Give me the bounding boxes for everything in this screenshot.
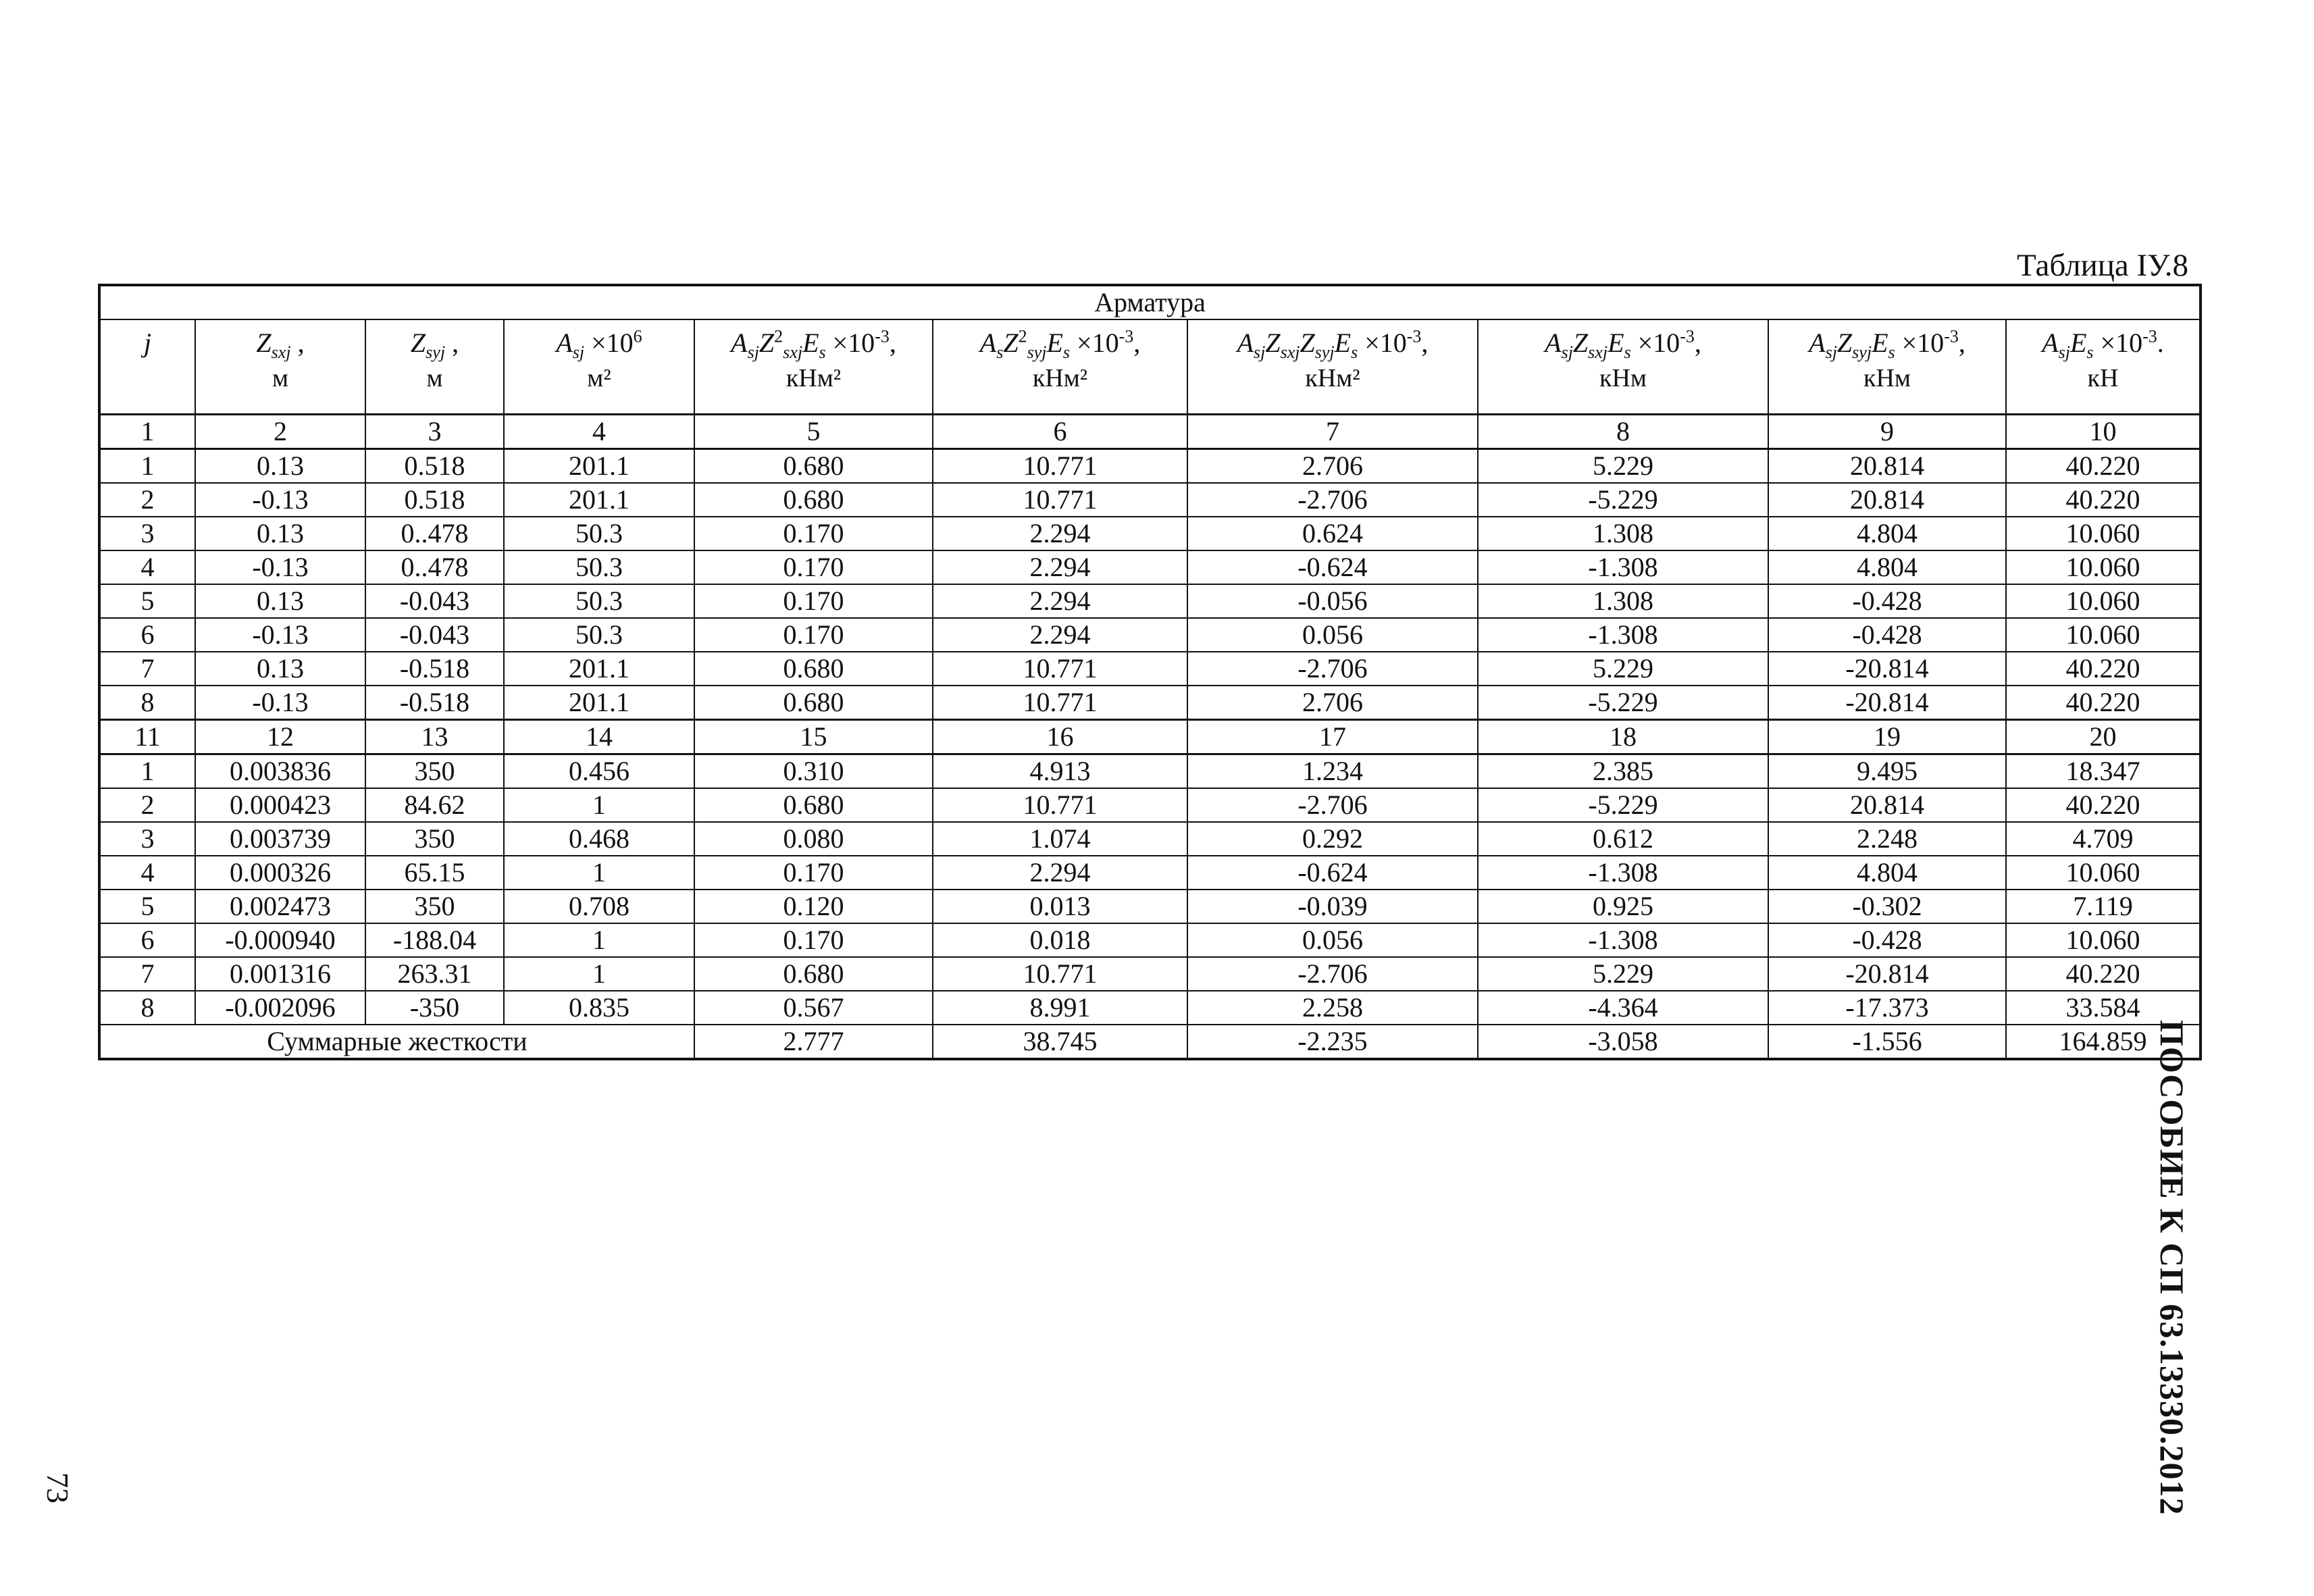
table-cell: 263.31 xyxy=(365,957,504,991)
table-cell: -0.428 xyxy=(1768,618,2006,652)
table-cell: -5.229 xyxy=(1478,686,1768,720)
table-cell: 4.709 xyxy=(2006,822,2201,856)
table-cell: 0.567 xyxy=(694,991,933,1025)
header-col9: $A_{sj}Z_{syj}E_s \times 10^{-3}$, кНм xyxy=(1768,319,2006,415)
table-cell: -2.706 xyxy=(1187,957,1478,991)
table-cell: 7 xyxy=(1187,415,1478,449)
header-col10: $A_{sj}E_s \times 10^{-3}$. кН xyxy=(2006,319,2201,415)
table-cell: -350 xyxy=(365,991,504,1025)
table-cell: 5 xyxy=(694,415,933,449)
table-cell: 1.308 xyxy=(1478,584,1768,618)
table-cell: -0.043 xyxy=(365,584,504,618)
table-row xyxy=(99,584,2201,618)
table-cell: 1 xyxy=(504,957,694,991)
table-cell: 6 xyxy=(933,415,1187,449)
group-header: Арматура xyxy=(99,285,2201,319)
table-cell: -1.308 xyxy=(1478,550,1768,584)
table-cell: 10.771 xyxy=(933,788,1187,822)
table-cell: 2.385 xyxy=(1478,754,1768,789)
table-cell: 4.804 xyxy=(1768,856,2006,890)
table-cell: 0.056 xyxy=(1187,618,1478,652)
table-cell: 6 xyxy=(99,618,195,652)
table-row xyxy=(99,517,2201,550)
table-cell: 4 xyxy=(99,856,195,890)
table-cell: 350 xyxy=(365,754,504,789)
table-cell: 7 xyxy=(99,957,195,991)
table-cell: -0.002096 xyxy=(195,991,365,1025)
table-cell: 5 xyxy=(99,584,195,618)
table-caption: Таблица IУ.8 xyxy=(2016,248,2188,283)
table-row xyxy=(99,890,2201,923)
table-cell: -1.308 xyxy=(1478,618,1768,652)
table-cell: 40.220 xyxy=(2006,652,2201,686)
table-row xyxy=(99,483,2201,517)
table-cell: 16 xyxy=(933,720,1187,754)
table-cell: 1.234 xyxy=(1187,754,1478,789)
table-cell: 0..478 xyxy=(365,550,504,584)
table-cell: 1 xyxy=(99,415,195,449)
table-row xyxy=(99,822,2201,856)
table-cell: 1 xyxy=(99,754,195,789)
header-col7: $A_{sj}Z_{sxj}Z_{syj}E_s \times 10^{-3}$, кНм² xyxy=(1187,319,1478,415)
table-cell: 50.3 xyxy=(504,517,694,550)
table-cell: 1 xyxy=(99,449,195,484)
table-cell: 2.706 xyxy=(1187,449,1478,484)
table-cell: 0.708 xyxy=(504,890,694,923)
table-row xyxy=(99,449,2201,484)
table-cell: -0.428 xyxy=(1768,923,2006,957)
table-cell: 4 xyxy=(99,550,195,584)
table-cell: -20.814 xyxy=(1768,957,2006,991)
table-cell: 5.229 xyxy=(1478,449,1768,484)
total-row xyxy=(99,1025,2201,1059)
document-title: ПОСОБИЕ К СП 63.13330.2012 xyxy=(2153,1020,2191,1516)
table-cell: 0..478 xyxy=(365,517,504,550)
table-cell: 50.3 xyxy=(504,618,694,652)
total-label: Суммарные жесткости xyxy=(99,1025,694,1059)
table-cell: 1 xyxy=(504,856,694,890)
table-cell: -0.518 xyxy=(365,652,504,686)
table-cell: 12 xyxy=(195,720,365,754)
table-row xyxy=(99,788,2201,822)
table-cell: 7.119 xyxy=(2006,890,2201,923)
header-col5: $A_{sj}Z^2_{sxj}E_s \times 10^{-3}$, кНм² xyxy=(694,319,933,415)
table-row xyxy=(99,856,2201,890)
table-cell: 0.835 xyxy=(504,991,694,1025)
column-number-row xyxy=(99,720,2201,754)
table-cell: 84.62 xyxy=(365,788,504,822)
table-cell: 19 xyxy=(1768,720,2006,754)
table-cell: 1 xyxy=(504,788,694,822)
table-cell: 0.13 xyxy=(195,449,365,484)
table-cell: 0.080 xyxy=(694,822,933,856)
table-cell: -0.043 xyxy=(365,618,504,652)
table-cell: -188.04 xyxy=(365,923,504,957)
table-cell: -0.000940 xyxy=(195,923,365,957)
table-row xyxy=(99,686,2201,720)
table-cell: 5.229 xyxy=(1478,957,1768,991)
table-cell: 0.001316 xyxy=(195,957,365,991)
stiffness-table xyxy=(98,284,2202,1060)
table-cell: -0.039 xyxy=(1187,890,1478,923)
table-cell: 10.771 xyxy=(933,686,1187,720)
table-cell: -5.229 xyxy=(1478,788,1768,822)
table-cell: 50.3 xyxy=(504,550,694,584)
table-cell: 20 xyxy=(2006,720,2201,754)
table-cell: 0.002473 xyxy=(195,890,365,923)
table-cell: 0.680 xyxy=(694,788,933,822)
table-cell: 4.804 xyxy=(1768,550,2006,584)
header-asj: $A_{sj} \times 10^6$ м² xyxy=(504,319,694,415)
header-row xyxy=(99,319,2201,415)
table-cell: 2 xyxy=(99,788,195,822)
table-row xyxy=(99,618,2201,652)
table-cell: 1.308 xyxy=(1478,517,1768,550)
header-zsx: $Z_{sxj}$ , м xyxy=(195,319,365,415)
table-cell: 0.680 xyxy=(694,652,933,686)
table-cell: 0.170 xyxy=(694,517,933,550)
table-cell: 0.518 xyxy=(365,449,504,484)
table-cell: 0.13 xyxy=(195,517,365,550)
table-cell: 2 xyxy=(195,415,365,449)
table-row xyxy=(99,550,2201,584)
table-cell: 4.804 xyxy=(1768,517,2006,550)
table-cell: 0.680 xyxy=(694,957,933,991)
table-cell: 40.220 xyxy=(2006,686,2201,720)
table-cell: -4.364 xyxy=(1478,991,1768,1025)
table-cell: 0.120 xyxy=(694,890,933,923)
table-cell: -1.308 xyxy=(1478,923,1768,957)
table-cell: 0.003836 xyxy=(195,754,365,789)
total-value: 2.777 xyxy=(694,1025,933,1059)
table-cell: 2 xyxy=(99,483,195,517)
header-zsy: $Z_{syj}$ , м xyxy=(365,319,504,415)
table-cell: 1.074 xyxy=(933,822,1187,856)
table-cell: 2.294 xyxy=(933,856,1187,890)
table-cell: 10.060 xyxy=(2006,550,2201,584)
table-cell: 40.220 xyxy=(2006,483,2201,517)
table-cell: 2.706 xyxy=(1187,686,1478,720)
table-cell: 0.680 xyxy=(694,449,933,484)
table-cell: 0.456 xyxy=(504,754,694,789)
table-cell: 3 xyxy=(99,517,195,550)
table-cell: 3 xyxy=(99,822,195,856)
table-cell: 8 xyxy=(99,991,195,1025)
table-cell: 2.294 xyxy=(933,618,1187,652)
table-cell: 201.1 xyxy=(504,449,694,484)
table-cell: 0.292 xyxy=(1187,822,1478,856)
table-cell: 201.1 xyxy=(504,686,694,720)
table-cell: 6 xyxy=(99,923,195,957)
table-cell: 10.060 xyxy=(2006,618,2201,652)
table-cell: -20.814 xyxy=(1768,686,2006,720)
total-value: 38.745 xyxy=(933,1025,1187,1059)
table-cell: 0.170 xyxy=(694,618,933,652)
table-cell: 350 xyxy=(365,890,504,923)
table-cell: 10.060 xyxy=(2006,923,2201,957)
header-j: j xyxy=(99,319,195,415)
table-cell: 0.468 xyxy=(504,822,694,856)
total-value: -2.235 xyxy=(1187,1025,1478,1059)
table-cell: 0.13 xyxy=(195,584,365,618)
table-cell: 8.991 xyxy=(933,991,1187,1025)
table-cell: 0.170 xyxy=(694,584,933,618)
table-cell: 20.814 xyxy=(1768,483,2006,517)
table-cell: 7 xyxy=(99,652,195,686)
table-cell: 0.018 xyxy=(933,923,1187,957)
table-cell: 4 xyxy=(504,415,694,449)
table-cell: 350 xyxy=(365,822,504,856)
table-cell: 17 xyxy=(1187,720,1478,754)
table-cell: 2.258 xyxy=(1187,991,1478,1025)
table-cell: 10.060 xyxy=(2006,856,2201,890)
table-cell: 0.170 xyxy=(694,923,933,957)
table-cell: 40.220 xyxy=(2006,957,2201,991)
table-cell: 0.612 xyxy=(1478,822,1768,856)
table-cell: 0.680 xyxy=(694,483,933,517)
table-row xyxy=(99,923,2201,957)
table-cell: 10.060 xyxy=(2006,517,2201,550)
table-cell: -0.13 xyxy=(195,618,365,652)
table-cell: 2.294 xyxy=(933,517,1187,550)
table-cell: 0.518 xyxy=(365,483,504,517)
table-cell: 18 xyxy=(1478,720,1768,754)
table-cell: -2.706 xyxy=(1187,483,1478,517)
table-cell: -2.706 xyxy=(1187,652,1478,686)
table-cell: 10.771 xyxy=(933,449,1187,484)
table-cell: -20.814 xyxy=(1768,652,2006,686)
table-cell: 0.624 xyxy=(1187,517,1478,550)
table-cell: -17.373 xyxy=(1768,991,2006,1025)
table-cell: 33.584 xyxy=(2006,991,2201,1025)
table-cell: -0.13 xyxy=(195,483,365,517)
table-cell: 15 xyxy=(694,720,933,754)
table-cell: 2.248 xyxy=(1768,822,2006,856)
table-cell: 9 xyxy=(1768,415,2006,449)
table-cell: 13 xyxy=(365,720,504,754)
table-cell: 0.925 xyxy=(1478,890,1768,923)
table-cell: 10.060 xyxy=(2006,584,2201,618)
table-cell: -0.13 xyxy=(195,686,365,720)
table-row xyxy=(99,754,2201,789)
table-cell: 18.347 xyxy=(2006,754,2201,789)
table-row xyxy=(99,957,2201,991)
table-cell: 0.000326 xyxy=(195,856,365,890)
total-value: 164.859 xyxy=(2006,1025,2201,1059)
table-cell: 0.013 xyxy=(933,890,1187,923)
table-cell: 10.771 xyxy=(933,483,1187,517)
table-cell: 201.1 xyxy=(504,652,694,686)
header-col6: $A_sZ^2_{syj}E_s \times 10^{-3}$, кНм² xyxy=(933,319,1187,415)
table-cell: 0.680 xyxy=(694,686,933,720)
table-cell: -0.518 xyxy=(365,686,504,720)
table-cell: -0.624 xyxy=(1187,550,1478,584)
table-cell: -2.706 xyxy=(1187,788,1478,822)
table-cell: -1.308 xyxy=(1478,856,1768,890)
table-cell: 0.170 xyxy=(694,550,933,584)
total-value: -1.556 xyxy=(1768,1025,2006,1059)
table-cell: -0.624 xyxy=(1187,856,1478,890)
table-cell: -0.302 xyxy=(1768,890,2006,923)
table-cell: 5 xyxy=(99,890,195,923)
table-cell: 10.771 xyxy=(933,652,1187,686)
table-cell: 1 xyxy=(504,923,694,957)
table-cell: 10.771 xyxy=(933,957,1187,991)
table-cell: 0.13 xyxy=(195,652,365,686)
table-cell: 50.3 xyxy=(504,584,694,618)
table-cell: -5.229 xyxy=(1478,483,1768,517)
table-row xyxy=(99,652,2201,686)
table-cell: 8 xyxy=(1478,415,1768,449)
table-cell: 20.814 xyxy=(1768,788,2006,822)
table-cell: 65.15 xyxy=(365,856,504,890)
table-cell: 0.170 xyxy=(694,856,933,890)
table-cell: 10 xyxy=(2006,415,2201,449)
table-cell: 40.220 xyxy=(2006,788,2201,822)
table-cell: 0.003739 xyxy=(195,822,365,856)
table-cell: 8 xyxy=(99,686,195,720)
table-cell: 3 xyxy=(365,415,504,449)
table-cell: 20.814 xyxy=(1768,449,2006,484)
table-cell: 0.310 xyxy=(694,754,933,789)
column-number-row xyxy=(99,415,2201,449)
page-number: 73 xyxy=(41,1472,75,1503)
table-cell: 14 xyxy=(504,720,694,754)
table-cell: 2.294 xyxy=(933,550,1187,584)
table-cell: 2.294 xyxy=(933,584,1187,618)
total-value: -3.058 xyxy=(1478,1025,1768,1059)
table-cell: 40.220 xyxy=(2006,449,2201,484)
table-cell: -0.13 xyxy=(195,550,365,584)
table-cell: 4.913 xyxy=(933,754,1187,789)
header-col8: $A_{sj}Z_{sxj}E_s \times 10^{-3}$, кНм xyxy=(1478,319,1768,415)
table-cell: 201.1 xyxy=(504,483,694,517)
table-cell: 0.056 xyxy=(1187,923,1478,957)
table-cell: 11 xyxy=(99,720,195,754)
table-cell: 0.000423 xyxy=(195,788,365,822)
table-cell: -0.056 xyxy=(1187,584,1478,618)
table-cell: 9.495 xyxy=(1768,754,2006,789)
table-row xyxy=(99,991,2201,1025)
table-cell: -0.428 xyxy=(1768,584,2006,618)
table-cell: 5.229 xyxy=(1478,652,1768,686)
